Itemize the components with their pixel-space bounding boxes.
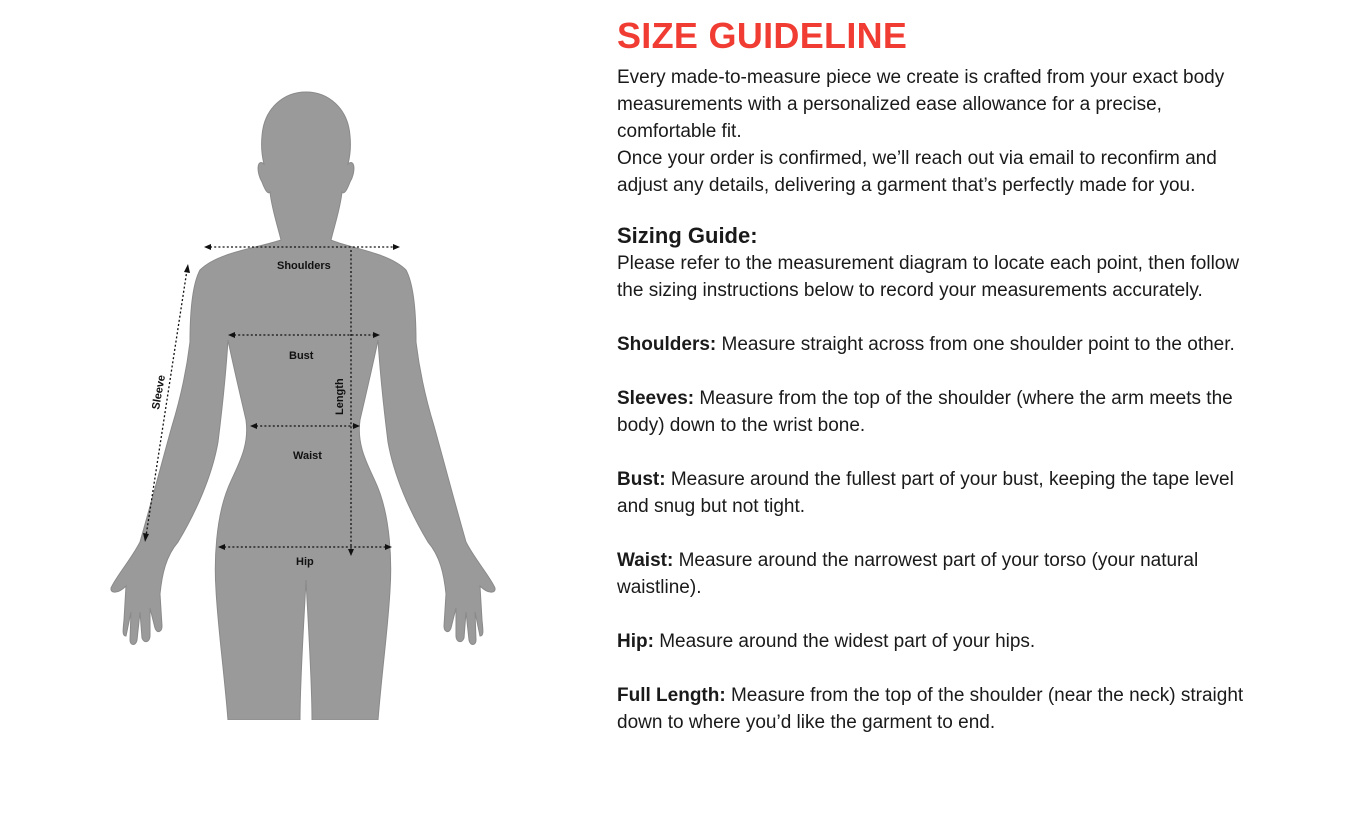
instruction-text: Measure around the widest part of your hips. (653, 631, 1036, 652)
arrow-head (204, 244, 211, 250)
instruction-shoulders (617, 331, 1247, 358)
instruction-text: Measure around the narrowest part of your torso (your natural waistline). (617, 550, 1199, 598)
body-silhouette (111, 92, 495, 720)
arrow-head (393, 244, 400, 250)
sizing-guide-heading: Sizing Guide: (617, 223, 758, 248)
instruction-term: Hip: (617, 631, 654, 652)
instruction-text: Measure around the fullest part of your bust, keeping the tape level and snug but not tight. (617, 469, 1234, 517)
instruction-term: Shoulders: (617, 334, 717, 355)
instruction-hip (617, 628, 1247, 655)
instruction-full-length (617, 682, 1247, 736)
hip-label: Hip (296, 556, 314, 568)
waist-label: Waist (293, 450, 322, 462)
instruction-waist (617, 547, 1247, 601)
sleeve-label: Sleeve (150, 374, 169, 411)
bust-label: Bust (289, 350, 314, 362)
page-title: SIZE GUIDELINE (617, 15, 908, 56)
instruction-term: Bust: (617, 469, 666, 490)
instruction-text: Measure straight across from one shoulder point to the other. (716, 334, 1235, 355)
instruction-term: Waist: (617, 550, 674, 571)
instruction-sleeves (617, 385, 1247, 439)
shoulders-label: Shoulders (277, 260, 331, 272)
length-label: Length (334, 378, 346, 415)
measurement-diagram (100, 80, 520, 720)
instruction-text: Measure from the top of the shoulder (where the arm meets the body) down to the wrist bone. (617, 388, 1233, 436)
intro-paragraph-2: Once your order is confirmed, we’ll reach out via email to reconfirm and adjust any details, delivering a garment that’s perfectly made for you. (617, 148, 1217, 196)
instruction-term: Sleeves: (617, 388, 695, 409)
instruction-term: Full Length: (617, 685, 726, 706)
instruction-text: Measure from the top of the shoulder (near the neck) straight down to where you’d like the garment to end. (617, 685, 1244, 733)
body-figure-illustration (100, 80, 520, 720)
size-guideline-content (617, 14, 1247, 736)
sizing-guide-description: Please refer to the measurement diagram to locate each point, then follow the sizing instructions below to record your measurements accurately. (617, 253, 1240, 301)
instruction-bust (617, 466, 1247, 520)
arrow-head (184, 264, 190, 273)
intro-paragraph-1: Every made-to-measure piece we create is crafted from your exact body measurements with a personalized ease allowance for a precise, comfortable fit. (617, 67, 1225, 142)
